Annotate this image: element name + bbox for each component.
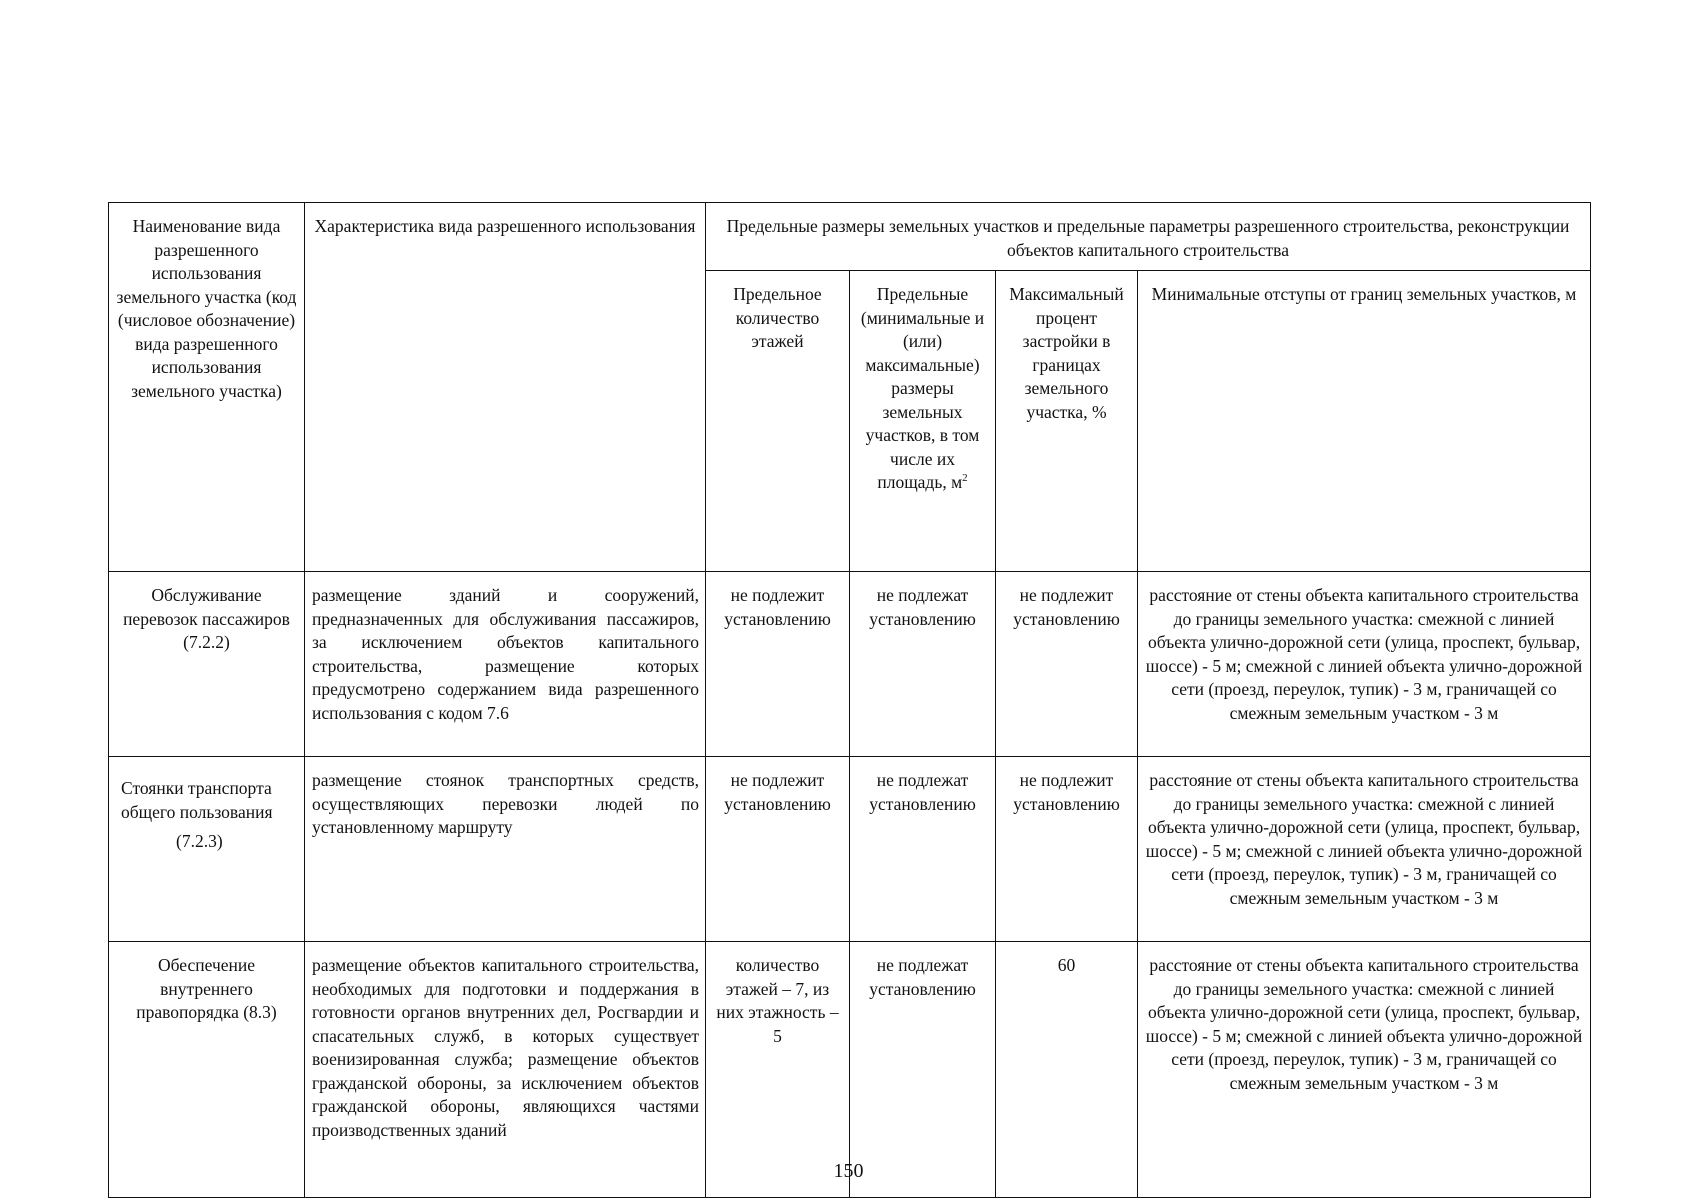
row-setbacks: расстояние от стены объекта капитального строительства до границы земельного участка: смежной с линией объекта улично-дорожной сети (улица, проспект, бульвар, шоссе) - 5 м; смежной с линией объекта улично-дорожной сети (проезд, переулок, тупик) - 3 м, граничащей со смежным земельным участком - 3 м — [1138, 757, 1591, 942]
row-max-percent: не подлежит установлению — [996, 572, 1138, 757]
header-floors: Предельное количество этажей — [706, 271, 850, 572]
row-floors: количество этажей – 7, из них этажность – 5 — [706, 942, 850, 1198]
row-max-percent: 60 — [996, 942, 1138, 1198]
row-use-description: размещение стоянок транспортных средств, осуществляющих перевозки людей по установленному маршруту — [305, 757, 706, 942]
row-use-code: (7.2.3) — [176, 831, 223, 851]
row-use-name: Обеспечение внутреннего правопорядка (8.3) — [109, 942, 305, 1198]
row-max-percent: не подлежит установлению — [996, 757, 1138, 942]
row-use-description: размещение зданий и сооружений, предназначенных для обслуживания пассажиров, за исключением объектов капитального строительства, размещение которых предусмотрено содержанием вида разрешенного использования с кодом 7.6 — [305, 572, 706, 757]
square-superscript: 2 — [962, 472, 968, 485]
header-plot-sizes: Предельные (минимальные и (или) максимальные) размеры земельных участков, в том числе их площадь, $м^2$ — [850, 271, 996, 572]
row-plot-sizes: не подлежат установлению — [850, 757, 996, 942]
row-use-name: Стоянки транспорта общего пользования (7.2.3) — [109, 757, 305, 942]
header-limits-group: Предельные размеры земельных участков и предельные параметры разрешенного строительства, реконструкции объектов капитального строительства — [706, 203, 1591, 271]
row-setbacks: расстояние от стены объекта капитального строительства до границы земельного участка: смежной с линией объекта улично-дорожной сети (улица, проспект, бульвар, шоссе) - 5 м; смежной с линией объекта улично-дорожной сети (проезд, переулок, тупик) - 3 м, граничащей со смежным земельным участком - 3 м — [1138, 572, 1591, 757]
table-row — [109, 572, 1591, 757]
row-use-description: размещение объектов капитального строительства, необходимых для подготовки и поддержания в готовности органов внутренних дел, Росгвардии и спасательных служб, в которых существует военизированная служба; размещение объектов гражданской обороны, за исключением объектов гражданской обороны, являющихся частями производственных зданий — [305, 942, 706, 1198]
row-floors: не подлежит установлению — [706, 757, 850, 942]
header-max-percent: Максимальный процент застройки в границах земельного участка, % — [996, 271, 1138, 572]
header-min-setbacks: Минимальные отступы от границ земельных участков, м — [1138, 271, 1591, 572]
row-plot-sizes: не подлежат установлению — [850, 942, 996, 1198]
row-use-name: Обслуживание перевозок пассажиров (7.2.2) — [109, 572, 305, 757]
header-row-1 — [109, 203, 1591, 271]
page-number: 150 — [833, 1160, 864, 1182]
land-use-table — [108, 202, 1591, 1198]
table-row — [109, 757, 1591, 942]
header-use-name: Наименование вида разрешенного использования земельного участка (код (числовое обозначение) вида разрешенного использования земельного участка) — [109, 203, 305, 572]
header-use-characteristic: Характеристика вида разрешенного использования — [305, 203, 706, 572]
row-setbacks: расстояние от стены объекта капитального строительства до границы земельного участка: смежной с линией объекта улично-дорожной сети (улица, проспект, бульвар, шоссе) - 5 м; смежной с линией объекта улично-дорожной сети (проезд, переулок, тупик) - 3 м, граничащей со смежным земельным участком - 3 м — [1138, 942, 1591, 1198]
row-plot-sizes: не подлежат установлению — [850, 572, 996, 757]
row-floors: не подлежит установлению — [706, 572, 850, 757]
